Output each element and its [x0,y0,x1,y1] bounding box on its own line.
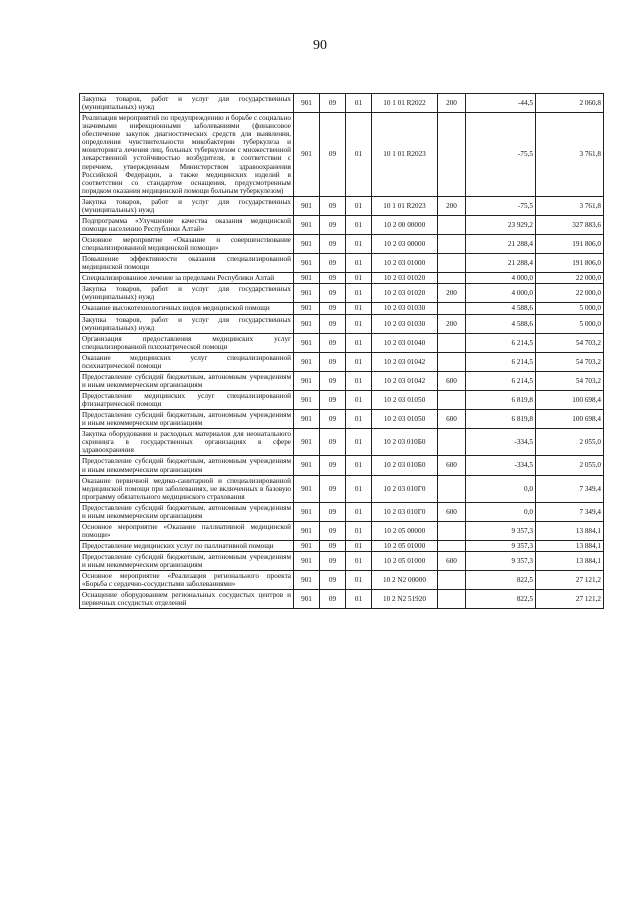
section-cell: 09 [320,456,346,475]
change-amount-cell: 822,5 [466,590,536,609]
admin-code-cell: 901 [294,502,320,521]
table-row [80,429,604,456]
change-amount-cell: -334,5 [466,429,536,456]
admin-code-cell: 901 [294,410,320,429]
change-amount-cell: 822,5 [466,571,536,590]
total-amount-cell: 7 349,4 [536,475,604,502]
table-row [80,391,604,410]
row-name-cell: Закупка товаров, работ и услуг для государственных (муниципальных) нужд [80,94,294,113]
target-article-cell: 10 2 03 01030 [372,314,438,333]
target-article-cell: 10 2 05 00000 [372,521,438,540]
expense-type-cell: 600 [438,410,466,429]
row-name-cell: Предоставление субсидий бюджетным, автономным учреждениям и иным некоммерческим организациям [80,371,294,390]
row-name-cell: Закупка товаров, работ и услуг для государственных (муниципальных) нужд [80,314,294,333]
expense-type-cell [438,273,466,284]
admin-code-cell: 901 [294,303,320,314]
expense-type-cell [438,235,466,254]
total-amount-cell: 100 698,4 [536,391,604,410]
target-article-cell: 10 2 03 01000 [372,254,438,273]
target-article-cell: 10 2 N2 00000 [372,571,438,590]
change-amount-cell: 21 288,4 [466,254,536,273]
table-row [80,541,604,552]
row-name-cell: Предоставление медицинских услуг специализированной фтизиатрической помощи [80,391,294,410]
change-amount-cell: -75,5 [466,196,536,215]
section-cell: 09 [320,475,346,502]
subsection-cell: 01 [346,502,372,521]
target-article-cell: 10 2 03 010Г0 [372,502,438,521]
admin-code-cell: 901 [294,273,320,284]
row-name-cell: Закупка оборудования и расходных материалов для неонатального скрининга в государственных организациях в сфере здравоохранения [80,429,294,456]
table-row [80,502,604,521]
row-name-cell: Повышение эффективности оказания специализированной медицинской помощи [80,254,294,273]
total-amount-cell: 2 060,8 [536,94,604,113]
subsection-cell: 01 [346,475,372,502]
change-amount-cell: 6 819,8 [466,410,536,429]
row-name-cell: Специализированное лечение за пределами Республики Алтай [80,273,294,284]
total-amount-cell: 7 349,4 [536,502,604,521]
row-name-cell: Оказание высокотехнологичных видов медицинской помощи [80,303,294,314]
subsection-cell: 01 [346,273,372,284]
expense-type-cell [438,429,466,456]
admin-code-cell: 901 [294,113,320,197]
change-amount-cell: 23 929,2 [466,215,536,234]
target-article-cell: 10 1 01 R2023 [372,113,438,197]
subsection-cell: 01 [346,371,372,390]
expense-type-cell: 200 [438,196,466,215]
subsection-cell: 01 [346,590,372,609]
total-amount-cell: 54 703,2 [536,352,604,371]
change-amount-cell: -44,5 [466,94,536,113]
target-article-cell: 10 2 03 01042 [372,352,438,371]
total-amount-cell: 100 698,4 [536,410,604,429]
admin-code-cell: 901 [294,254,320,273]
subsection-cell: 01 [346,521,372,540]
table-row [80,215,604,234]
expense-type-cell: 600 [438,552,466,571]
target-article-cell: 10 2 03 00000 [372,235,438,254]
admin-code-cell: 901 [294,541,320,552]
row-name-cell: Оказание медицинских услуг специализированной психиатрической помощи [80,352,294,371]
target-article-cell: 10 2 05 01000 [372,541,438,552]
target-article-cell: 10 1 01 R2022 [372,94,438,113]
row-name-cell: Предоставление субсидий бюджетным, автономным учреждениям и иным некоммерческим организациям [80,552,294,571]
total-amount-cell: 2 055,0 [536,429,604,456]
admin-code-cell: 901 [294,215,320,234]
admin-code-cell: 901 [294,196,320,215]
section-cell: 09 [320,590,346,609]
row-name-cell: Основное мероприятие «Реализация регионального проекта «Борьба с сердечно-сосудистыми заболеваниями» [80,571,294,590]
section-cell: 09 [320,352,346,371]
change-amount-cell: 9 357,3 [466,541,536,552]
change-amount-cell: 4 588,6 [466,303,536,314]
subsection-cell: 01 [346,303,372,314]
total-amount-cell: 54 703,2 [536,333,604,352]
total-amount-cell: 2 055,0 [536,456,604,475]
total-amount-cell: 22 000,0 [536,273,604,284]
expense-type-cell [438,352,466,371]
table-row [80,113,604,197]
table-row [80,333,604,352]
total-amount-cell: 191 806,0 [536,235,604,254]
subsection-cell: 01 [346,552,372,571]
subsection-cell: 01 [346,254,372,273]
section-cell: 09 [320,235,346,254]
section-cell: 09 [320,552,346,571]
admin-code-cell: 901 [294,590,320,609]
change-amount-cell: 6 819,8 [466,391,536,410]
change-amount-cell: 6 214,5 [466,352,536,371]
table-row [80,273,604,284]
change-amount-cell: -334,5 [466,456,536,475]
row-name-cell: Предоставление медицинских услуг по паллиативной помощи [80,541,294,552]
change-amount-cell: 0,0 [466,502,536,521]
change-amount-cell: 0,0 [466,475,536,502]
subsection-cell: 01 [346,333,372,352]
table-row [80,552,604,571]
expense-type-cell [438,215,466,234]
admin-code-cell: 901 [294,521,320,540]
subsection-cell: 01 [346,314,372,333]
target-article-cell: 10 2 03 010Б0 [372,429,438,456]
subsection-cell: 01 [346,571,372,590]
section-cell: 09 [320,284,346,303]
expense-type-cell [438,521,466,540]
target-article-cell: 10 2 03 01050 [372,410,438,429]
section-cell: 09 [320,541,346,552]
page-number: 90 [313,38,327,53]
change-amount-cell: 21 288,4 [466,235,536,254]
target-article-cell: 10 2 05 01000 [372,552,438,571]
total-amount-cell: 13 884,1 [536,521,604,540]
target-article-cell: 10 2 N2 51920 [372,590,438,609]
expense-type-cell [438,391,466,410]
section-cell: 09 [320,303,346,314]
table-row [80,352,604,371]
admin-code-cell: 901 [294,284,320,303]
total-amount-cell: 27 121,2 [536,590,604,609]
table-row [80,571,604,590]
row-name-cell: Предоставление субсидий бюджетным, автономным учреждениям и иным некоммерческим организациям [80,502,294,521]
table-row [80,456,604,475]
expense-type-cell [438,590,466,609]
target-article-cell: 10 2 00 00000 [372,215,438,234]
row-name-cell: Организация предоставления медицинских услуг специализированной психиатрической помощи [80,333,294,352]
section-cell: 09 [320,502,346,521]
table-row [80,235,604,254]
table-row [80,94,604,113]
target-article-cell: 10 2 03 01040 [372,333,438,352]
table-row [80,314,604,333]
table-row [80,475,604,502]
table-row [80,303,604,314]
expense-type-cell: 600 [438,371,466,390]
table-row [80,284,604,303]
section-cell: 09 [320,215,346,234]
change-amount-cell: 6 214,5 [466,333,536,352]
total-amount-cell: 27 121,2 [536,571,604,590]
expense-type-cell [438,303,466,314]
admin-code-cell: 901 [294,552,320,571]
admin-code-cell: 901 [294,571,320,590]
total-amount-cell: 13 884,1 [536,552,604,571]
total-amount-cell: 22 000,0 [536,284,604,303]
expense-type-cell [438,333,466,352]
admin-code-cell: 901 [294,352,320,371]
admin-code-cell: 901 [294,333,320,352]
target-article-cell: 10 2 03 01042 [372,371,438,390]
subsection-cell: 01 [346,541,372,552]
total-amount-cell: 5 000,0 [536,314,604,333]
admin-code-cell: 901 [294,371,320,390]
total-amount-cell: 3 761,8 [536,196,604,215]
subsection-cell: 01 [346,284,372,303]
admin-code-cell: 901 [294,475,320,502]
expense-type-cell [438,571,466,590]
table-row [80,254,604,273]
subsection-cell: 01 [346,94,372,113]
target-article-cell: 10 1 01 R2023 [372,196,438,215]
admin-code-cell: 901 [294,391,320,410]
expense-type-cell: 200 [438,284,466,303]
target-article-cell: 10 2 03 01050 [372,391,438,410]
change-amount-cell: 6 214,5 [466,371,536,390]
change-amount-cell: 4 000,0 [466,284,536,303]
change-amount-cell: -75,5 [466,113,536,197]
row-name-cell: Реализация мероприятий по предупреждению и борьбе с социально значимыми инфекционными заболеваниями (финансовое обеспечение закупок диагностических средств для выявления, определения чувствительности микобактерии туберкулеза и мониторинга лечения лиц, больных туберкулезом с множественной лекарственной устойчивостью возбудителя, в соответствии с перечнем, утвержденным Министерством здравоохранения Российской Федерации, а также медицинских изделий в соответствии со стандартом оснащения, предусмотренным порядком оказания медицинской помощи больным туберкулезом) [80,113,294,197]
expense-type-cell [438,113,466,197]
change-amount-cell: 4 000,0 [466,273,536,284]
expense-type-cell [438,254,466,273]
row-name-cell: Оснащение оборудованием региональных сосудистых центров и первичных сосудистых отделений [80,590,294,609]
section-cell: 09 [320,571,346,590]
section-cell: 09 [320,429,346,456]
row-name-cell: Основное мероприятие «Оказание паллиативной медицинской помощи» [80,521,294,540]
row-name-cell: Основное мероприятие «Оказание и совершенствование специализированной медицинской помощи» [80,235,294,254]
subsection-cell: 01 [346,215,372,234]
subsection-cell: 01 [346,235,372,254]
table-row [80,196,604,215]
admin-code-cell: 901 [294,314,320,333]
subsection-cell: 01 [346,196,372,215]
row-name-cell: Предоставление субсидий бюджетным, автономным учреждениям и иным некоммерческим организациям [80,456,294,475]
target-article-cell: 10 2 03 01020 [372,273,438,284]
subsection-cell: 01 [346,456,372,475]
admin-code-cell: 901 [294,94,320,113]
target-article-cell: 10 2 03 010Г0 [372,475,438,502]
section-cell: 09 [320,521,346,540]
section-cell: 09 [320,196,346,215]
target-article-cell: 10 2 03 01030 [372,303,438,314]
total-amount-cell: 13 884,1 [536,541,604,552]
section-cell: 09 [320,314,346,333]
expense-type-cell [438,541,466,552]
change-amount-cell: 9 357,3 [466,552,536,571]
total-amount-cell: 54 703,2 [536,371,604,390]
target-article-cell: 10 2 03 01020 [372,284,438,303]
total-amount-cell: 3 761,8 [536,113,604,197]
section-cell: 09 [320,94,346,113]
target-article-cell: 10 2 03 010Б0 [372,456,438,475]
expense-type-cell: 600 [438,456,466,475]
row-name-cell: Оказание первичной медико-санитарной и специализированной медицинской помощи при заболеваниях, не включенных в базовую программу обязательного медицинского страхования [80,475,294,502]
total-amount-cell: 5 000,0 [536,303,604,314]
row-name-cell: Закупка товаров, работ и услуг для государственных (муниципальных) нужд [80,284,294,303]
admin-code-cell: 901 [294,456,320,475]
expense-type-cell: 200 [438,314,466,333]
subsection-cell: 01 [346,391,372,410]
expense-type-cell [438,475,466,502]
section-cell: 09 [320,273,346,284]
table-body [80,94,604,609]
row-name-cell: Предоставление субсидий бюджетным, автономным учреждениям и иным некоммерческим организациям [80,410,294,429]
table-row [80,410,604,429]
section-cell: 09 [320,113,346,197]
row-name-cell: Закупка товаров, работ и услуг для государственных (муниципальных) нужд [80,196,294,215]
table-row [80,371,604,390]
section-cell: 09 [320,410,346,429]
admin-code-cell: 901 [294,235,320,254]
subsection-cell: 01 [346,429,372,456]
section-cell: 09 [320,333,346,352]
subsection-cell: 01 [346,113,372,197]
table-row [80,521,604,540]
expense-type-cell: 200 [438,94,466,113]
section-cell: 09 [320,371,346,390]
section-cell: 09 [320,391,346,410]
budget-table [79,93,604,609]
change-amount-cell: 4 588,6 [466,314,536,333]
expense-type-cell: 600 [438,502,466,521]
table-row [80,590,604,609]
subsection-cell: 01 [346,410,372,429]
section-cell: 09 [320,254,346,273]
total-amount-cell: 191 806,0 [536,254,604,273]
admin-code-cell: 901 [294,429,320,456]
change-amount-cell: 9 357,3 [466,521,536,540]
subsection-cell: 01 [346,352,372,371]
total-amount-cell: 327 883,6 [536,215,604,234]
row-name-cell: Подпрограмма «Улучшение качества оказания медицинской помощи населению Республики Алтай» [80,215,294,234]
